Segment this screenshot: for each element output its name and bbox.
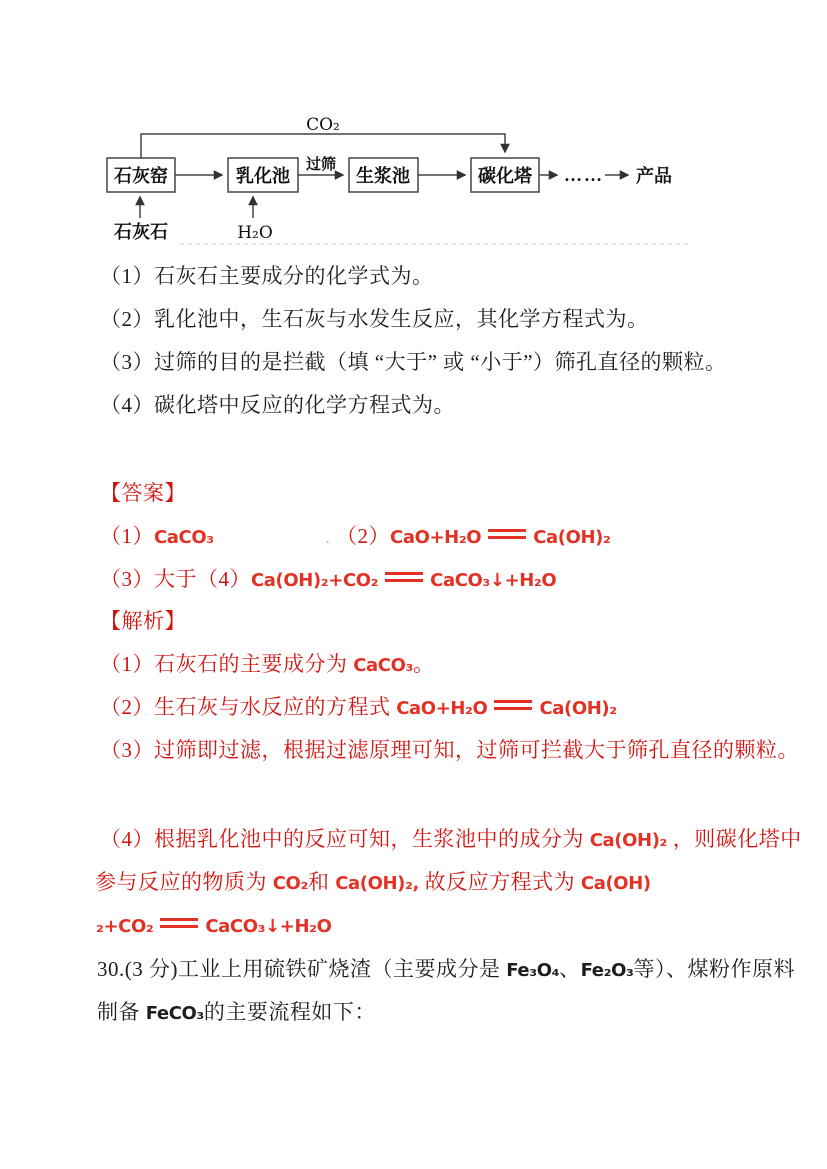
answer-4-products: CaCO₃↓+H₂O (430, 570, 557, 591)
box-slurry-pool-label: 生浆池 (356, 166, 410, 186)
q30-formula-c: FeCO₃ (145, 1003, 204, 1024)
water-label: H₂O (237, 223, 273, 243)
equation-double-line (488, 529, 526, 539)
analysis-line-2 (100, 695, 617, 720)
analysis-4-text-d: 和 (307, 870, 336, 894)
analysis-4-formula-c: Ca(OH)₂, (335, 873, 419, 894)
answer-2-product: Ca(OH)₂ (533, 527, 611, 548)
analysis-2-text: （2）生石灰与水反应的方程式 (100, 695, 397, 719)
answer-4-reactants: Ca(OH)₂+CO₂ (251, 570, 379, 591)
q30-formula-a: Fe₃O₄ (506, 960, 560, 981)
equation-double-line (160, 918, 198, 928)
box-emulsify-pool-label: 乳化池 (236, 166, 290, 186)
analysis-line-4b (95, 870, 651, 895)
question-30-line-2 (97, 1000, 376, 1025)
product-label: 产品 (636, 166, 672, 186)
answer-line-1 (100, 524, 610, 549)
analysis-4-text-a: （4）根据乳化池中的反应可知，生浆池中的成分为 (100, 827, 590, 851)
equation-double-line (494, 700, 532, 710)
analysis-line-1 (100, 652, 435, 677)
q30-text-b: 等）、煤粉作原料 (633, 957, 795, 981)
analysis-4-formula-e: ₂+CO₂ (96, 916, 154, 937)
analysis-4-formula-a: Ca(OH)₂ (589, 830, 668, 851)
analysis-1-text: （1）石灰石的主要成分为 (100, 652, 354, 676)
analysis-4-text-e: 故反应方程式为 (418, 870, 581, 894)
equation-double-line (385, 572, 423, 582)
question-30-line-1 (97, 957, 795, 982)
box-lime-kiln-label: 石灰窑 (114, 166, 168, 186)
co2-label: CO₂ (306, 115, 340, 135)
analysis-1-formula: CaCO₃ (353, 655, 414, 676)
analysis-header: 【解析】 (100, 609, 186, 633)
question-2: （2）乳化池中，生石灰与水发生反应，其化学方程式为。 (100, 307, 649, 331)
analysis-4-text-b: ，则碳化塔中 (667, 827, 802, 851)
q30-separator: 、 (559, 957, 581, 981)
analysis-2-reactants: CaO+H₂O (396, 698, 488, 719)
analysis-2-product: Ca(OH)₂ (539, 698, 617, 719)
analysis-4-formula-d: Ca(OH) (580, 873, 651, 894)
analysis-1-period: 。 (413, 652, 435, 676)
box-carbonation-tower-label: 碳化塔 (478, 166, 532, 186)
q30-text-c: 制备 (97, 1000, 146, 1024)
analysis-line-4a (100, 827, 802, 852)
question-4: （4）碳化塔中反应的化学方程式为。 (100, 393, 455, 417)
answer-2-number: （2） (336, 524, 391, 548)
analysis-line-3: （3）过筛即过滤，根据过滤原理可知，过筛可拦截大于筛孔直径的颗粒。 (100, 738, 799, 762)
analysis-4-text-c: 参与反应的物质为 (95, 870, 273, 894)
stray-dot: . (325, 531, 331, 547)
analysis-4-formula-b: CO₂ (272, 873, 308, 894)
analysis-line-4c (96, 913, 332, 938)
analysis-4-products: CaCO₃↓+H₂O (205, 916, 332, 937)
q30-formula-b: Fe₂O₃ (580, 960, 634, 981)
answer-1-number: （1） (100, 524, 154, 548)
q30-text-d: 的主要流程如下： (203, 1000, 376, 1024)
answer-1-formula: CaCO₃ (154, 527, 214, 548)
ellipsis-dots: …… (564, 165, 604, 185)
answer-line-2 (100, 567, 556, 592)
answer-header: 【答案】 (100, 481, 186, 505)
question-3: （3）过筛的目的是拦截（填 “大于” 或 “小于”）筛孔直径的颗粒。 (100, 350, 727, 374)
limestone-label: 石灰石 (114, 222, 168, 242)
answer-3-4-numbers: （3）大于（4） (100, 567, 251, 591)
question-1: （1）石灰石主要成分的化学式为。 (100, 264, 434, 288)
answer-2-reactants: CaO+H₂O (390, 527, 482, 548)
process-flowchart (0, 105, 720, 255)
co2-recycle-line (141, 134, 505, 158)
q30-text-a: 30.(3 分)工业上用硫铁矿烧渣（主要成分是 (97, 957, 507, 981)
sieve-label: 过筛 (305, 157, 337, 173)
